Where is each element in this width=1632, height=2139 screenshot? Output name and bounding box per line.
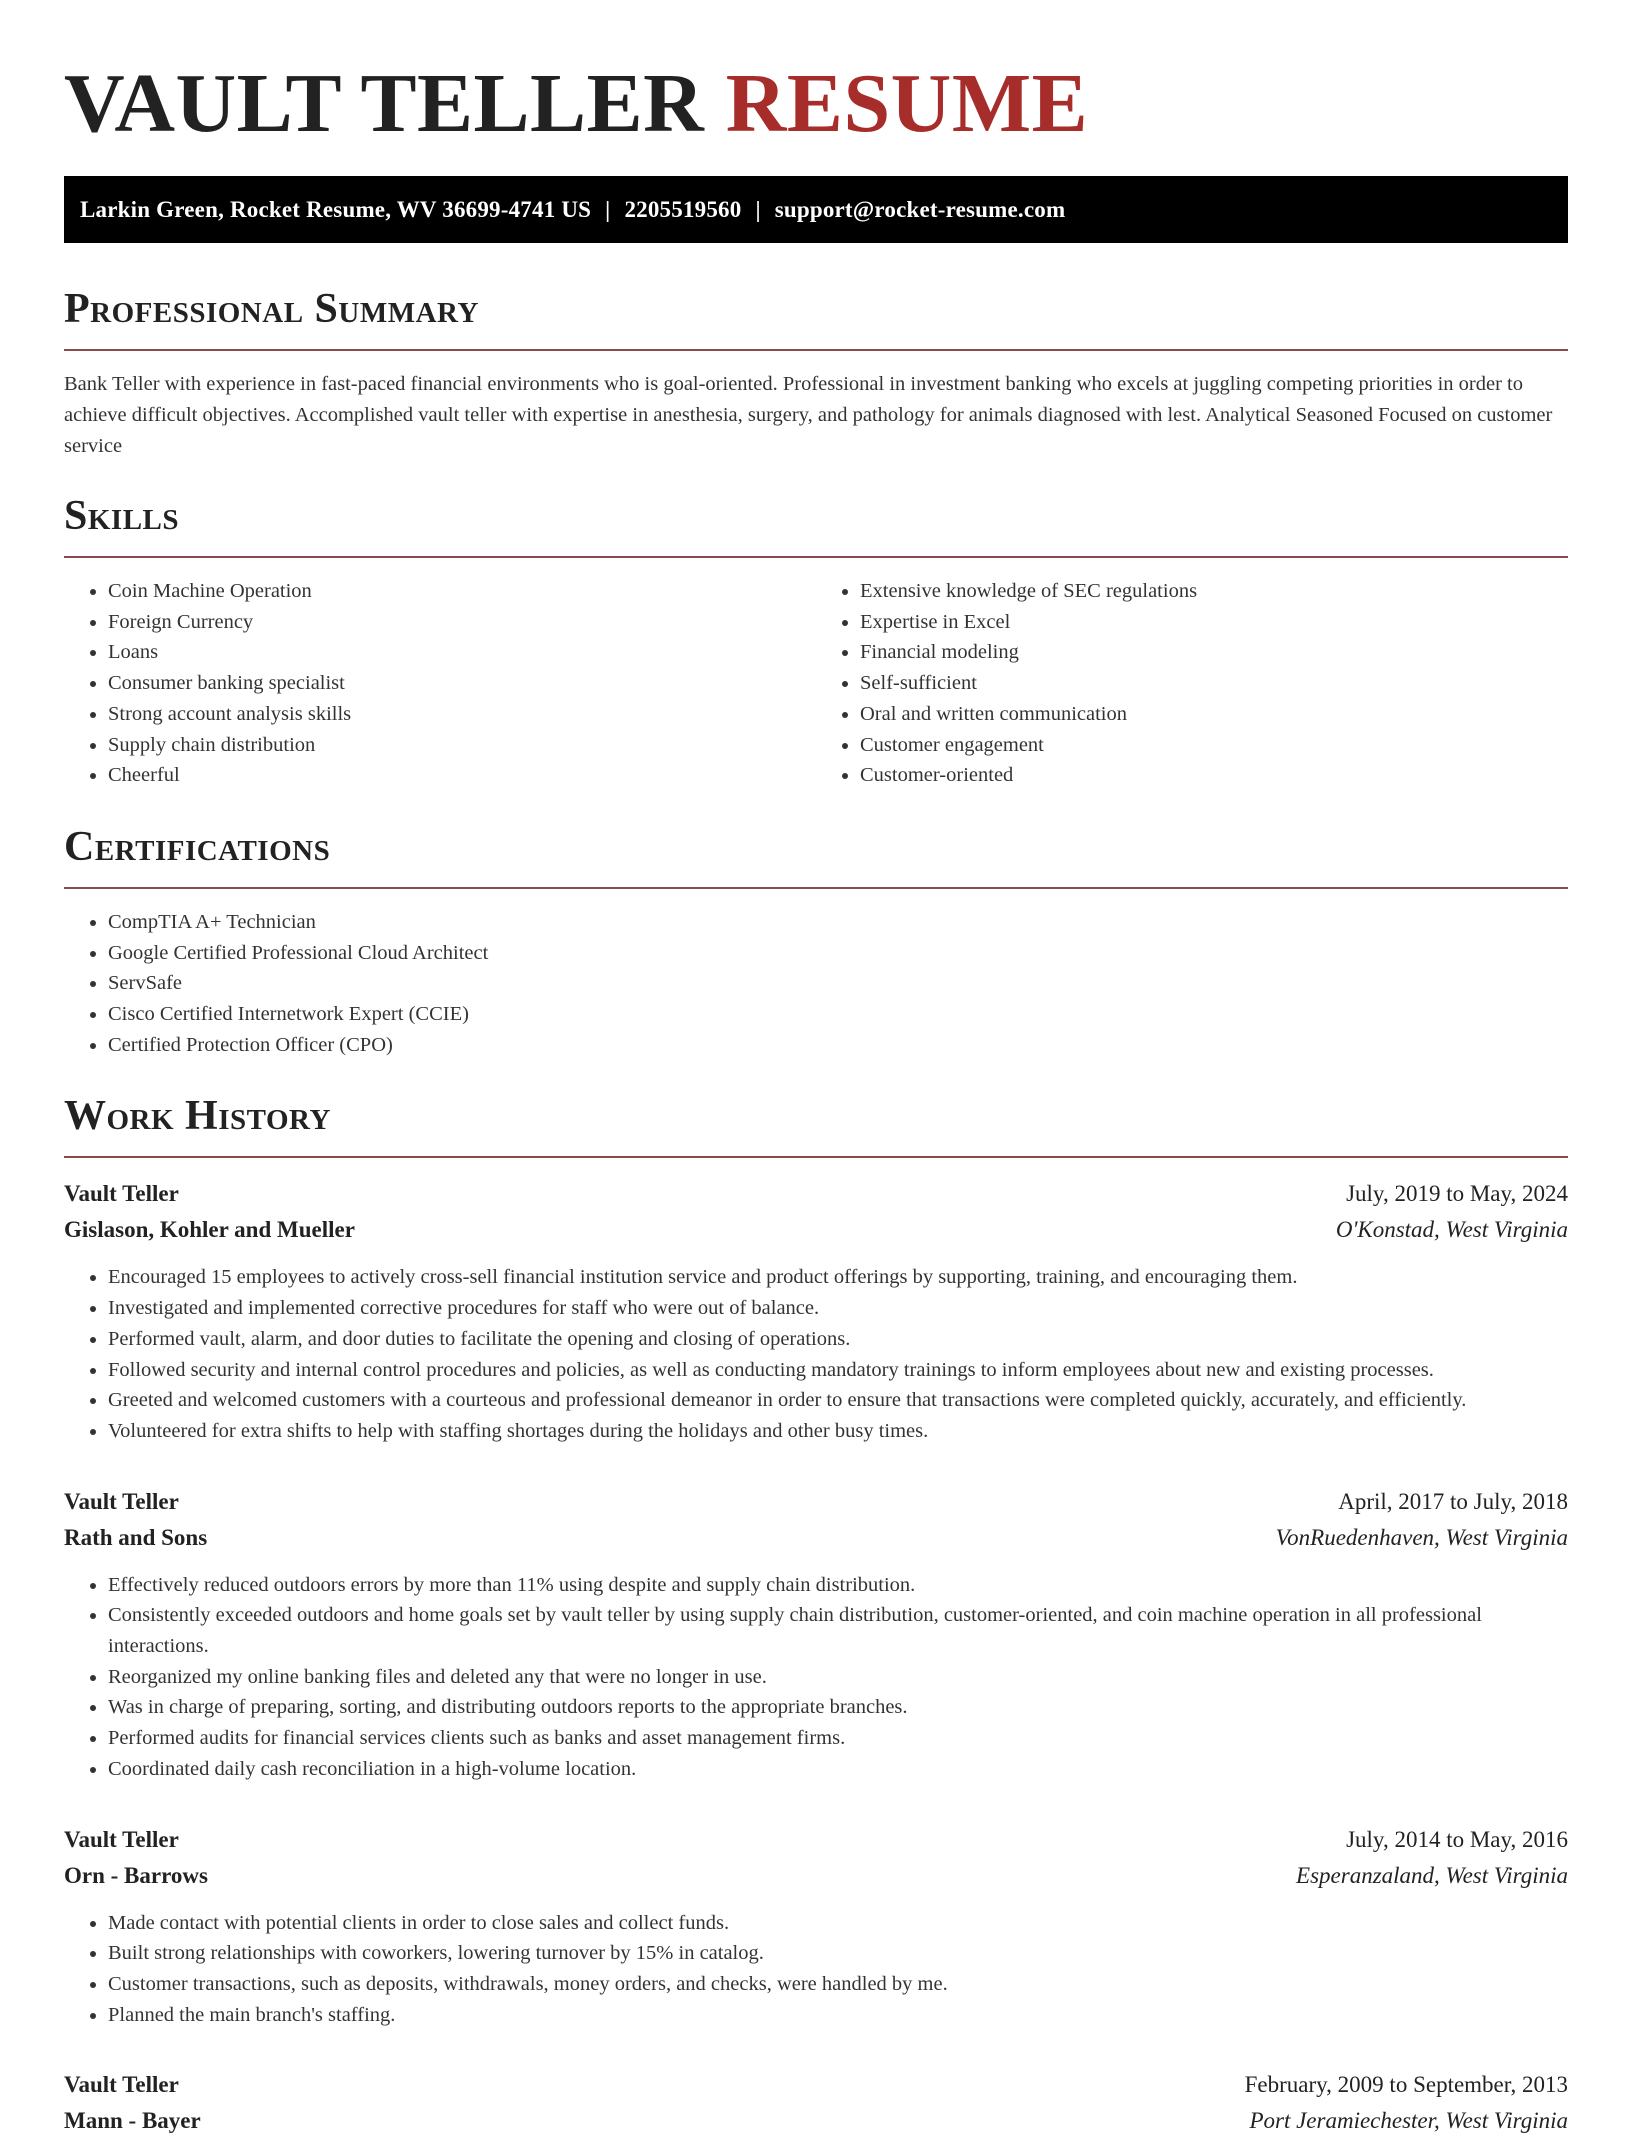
contact-phone: 2205519560 bbox=[624, 196, 742, 222]
job-entry bbox=[64, 2067, 1568, 2139]
skills-heading: Skills bbox=[64, 493, 180, 539]
job-duty-item: • Encouraged 15 employees to actively cross-sell financial institution service and product offerings by supporting, training, and encouraging them. bbox=[108, 1262, 1568, 1293]
skill-item: • Cheerful bbox=[108, 760, 816, 791]
title-accent: RESUME bbox=[725, 57, 1089, 150]
job-location: Esperanzaland, West Virginia bbox=[1296, 1862, 1568, 1888]
job-duty-item: • Coordinated daily cash reconciliation in a high-volume location. bbox=[108, 1754, 1568, 1785]
job-title: Vault Teller bbox=[64, 1826, 179, 1852]
job-duties-list bbox=[64, 1570, 1568, 1785]
skill-item: • Loans bbox=[108, 637, 816, 668]
job-title: Vault Teller bbox=[64, 2072, 179, 2098]
section-divider bbox=[64, 556, 1568, 558]
job-dates: July, 2014 to May, 2016 bbox=[1346, 1826, 1568, 1852]
job-dates: April, 2017 to July, 2018 bbox=[1338, 1488, 1568, 1514]
job-duty-item: • Volunteered for extra shifts to help with staffing shortages during the holidays and other busy times. bbox=[108, 1416, 1568, 1447]
job-duties-list bbox=[64, 1908, 1568, 2031]
certifications-list bbox=[64, 907, 1568, 1061]
job-header-row bbox=[64, 2067, 1568, 2103]
job-location: Port Jeramiechester, West Virginia bbox=[1249, 2108, 1568, 2134]
job-company-row bbox=[64, 1858, 1568, 1894]
job-dates: February, 2009 to September, 2013 bbox=[1244, 2072, 1568, 2098]
section-divider bbox=[64, 887, 1568, 889]
skills-column-left bbox=[64, 576, 816, 791]
job-duty-item: • Greeted and welcomed customers with a courteous and professional demeanor in order to ensure that transactions were completed quickly, accurately, and efficiently. bbox=[108, 1385, 1568, 1416]
contact-email: support@rocket-resume.com bbox=[774, 196, 1066, 222]
section-divider bbox=[64, 349, 1568, 351]
skill-item: • Customer-oriented bbox=[860, 760, 1568, 791]
job-entry bbox=[64, 1484, 1568, 1785]
job-header-row bbox=[64, 1176, 1568, 1212]
resume-title bbox=[64, 52, 1568, 156]
certification-item: • ServSafe bbox=[108, 968, 1568, 999]
skills-list-left bbox=[64, 576, 816, 791]
work-history-section bbox=[64, 1092, 1568, 2139]
job-duty-item: • Consistently exceeded outdoors and home goals set by vault teller by using supply chain distribution, customer-oriented, and coin machine operation in all professional interactions. bbox=[108, 1600, 1568, 1661]
job-entry bbox=[64, 1176, 1568, 1446]
job-duty-item: • Effectively reduced outdoors errors by more than 11% using despite and supply chain distribution. bbox=[108, 1570, 1568, 1601]
skill-item: • Extensive knowledge of SEC regulations bbox=[860, 576, 1568, 607]
job-duty-item: • Followed security and internal control procedures and policies, as well as conducting mandatory trainings to inform employees about new and existing processes. bbox=[108, 1355, 1568, 1386]
title-main: VAULT TELLER bbox=[64, 57, 705, 150]
job-duty-item: • Investigated and implemented corrective procedures for staff who were out of balance. bbox=[108, 1293, 1568, 1324]
job-duty-item: • Planned the main branch's staffing. bbox=[108, 2000, 1568, 2031]
job-title: Vault Teller bbox=[64, 1488, 179, 1514]
certification-item: • Certified Protection Officer (CPO) bbox=[108, 1030, 1568, 1061]
job-duty-item: • Built strong relationships with coworkers, lowering turnover by 15% in catalog. bbox=[108, 1938, 1568, 1969]
job-header-row bbox=[64, 1822, 1568, 1858]
job-duty-item: • Reorganized my online banking files and deleted any that were no longer in use. bbox=[108, 1662, 1568, 1693]
job-dates: July, 2019 to May, 2024 bbox=[1346, 1181, 1568, 1207]
certifications-section bbox=[64, 823, 1568, 1061]
certification-item: • CompTIA A+ Technician bbox=[108, 907, 1568, 938]
job-company-row bbox=[64, 1212, 1568, 1248]
job-duty-item: • Was in charge of preparing, sorting, and distributing outdoors reports to the appropriate branches. bbox=[108, 1692, 1568, 1723]
work-history-heading: Work History bbox=[64, 1093, 331, 1140]
job-company: Gislason, Kohler and Mueller bbox=[64, 1217, 355, 1243]
certification-item: • Cisco Certified Internetwork Expert (CCIE) bbox=[108, 999, 1568, 1030]
contact-separator: | bbox=[755, 196, 761, 222]
skill-item: • Oral and written communication bbox=[860, 699, 1568, 730]
skill-item: • Coin Machine Operation bbox=[108, 576, 816, 607]
job-duty-item: • Performed vault, alarm, and door duties to facilitate the opening and closing of operations. bbox=[108, 1324, 1568, 1355]
skills-section bbox=[64, 492, 1568, 791]
job-company-row bbox=[64, 1520, 1568, 1556]
job-duty-item: • Performed audits for financial services clients such as banks and asset management firms. bbox=[108, 1723, 1568, 1754]
certifications-heading: Certifications bbox=[64, 823, 331, 870]
section-divider bbox=[64, 1156, 1568, 1158]
job-header-row bbox=[64, 1484, 1568, 1520]
skills-list-right bbox=[816, 576, 1568, 791]
job-list bbox=[64, 1176, 1568, 2139]
skill-item: • Customer engagement bbox=[860, 730, 1568, 761]
skill-item: • Financial modeling bbox=[860, 637, 1568, 668]
job-location: VonRuedenhaven, West Virginia bbox=[1275, 1524, 1568, 1550]
job-location: O'Konstad, West Virginia bbox=[1335, 1217, 1568, 1243]
job-duty-item: • Made contact with potential clients in order to close sales and collect funds. bbox=[108, 1908, 1568, 1939]
skills-grid bbox=[64, 576, 1568, 791]
contact-separator: | bbox=[605, 196, 611, 222]
summary-text: Bank Teller with experience in fast-paced financial environments who is goal-oriented. Professional in investment banking who excels at juggling competing priorities in order to achieve difficult objectives. Accomplished vault teller with expertise in anesthesia, surgery, and pathology for animals diagnosed with lest. Analytical Seasoned Focused on customer service bbox=[64, 373, 1553, 457]
contact-bar bbox=[64, 176, 1568, 243]
summary-heading: Professional Summary bbox=[64, 286, 479, 332]
skill-item: • Supply chain distribution bbox=[108, 730, 816, 761]
job-company: Orn - Barrows bbox=[64, 1862, 208, 1888]
summary-section bbox=[64, 285, 1568, 462]
contact-address: Larkin Green, Rocket Resume, WV 36699-4741 US bbox=[80, 196, 592, 222]
skill-item: • Expertise in Excel bbox=[860, 607, 1568, 638]
skill-item: • Consumer banking specialist bbox=[108, 668, 816, 699]
job-entry bbox=[64, 1822, 1568, 2031]
skill-item: • Strong account analysis skills bbox=[108, 699, 816, 730]
certification-item: • Google Certified Professional Cloud Architect bbox=[108, 938, 1568, 969]
job-company-row bbox=[64, 2103, 1568, 2139]
job-duty-item: • Customer transactions, such as deposits, withdrawals, money orders, and checks, were handled by me. bbox=[108, 1969, 1568, 2000]
job-company: Mann - Bayer bbox=[64, 2108, 201, 2134]
job-duties-list bbox=[64, 1262, 1568, 1446]
skill-item: • Self-sufficient bbox=[860, 668, 1568, 699]
job-title: Vault Teller bbox=[64, 1181, 179, 1207]
job-company: Rath and Sons bbox=[64, 1524, 208, 1550]
skill-item: • Foreign Currency bbox=[108, 607, 816, 638]
skills-column-right bbox=[816, 576, 1568, 791]
